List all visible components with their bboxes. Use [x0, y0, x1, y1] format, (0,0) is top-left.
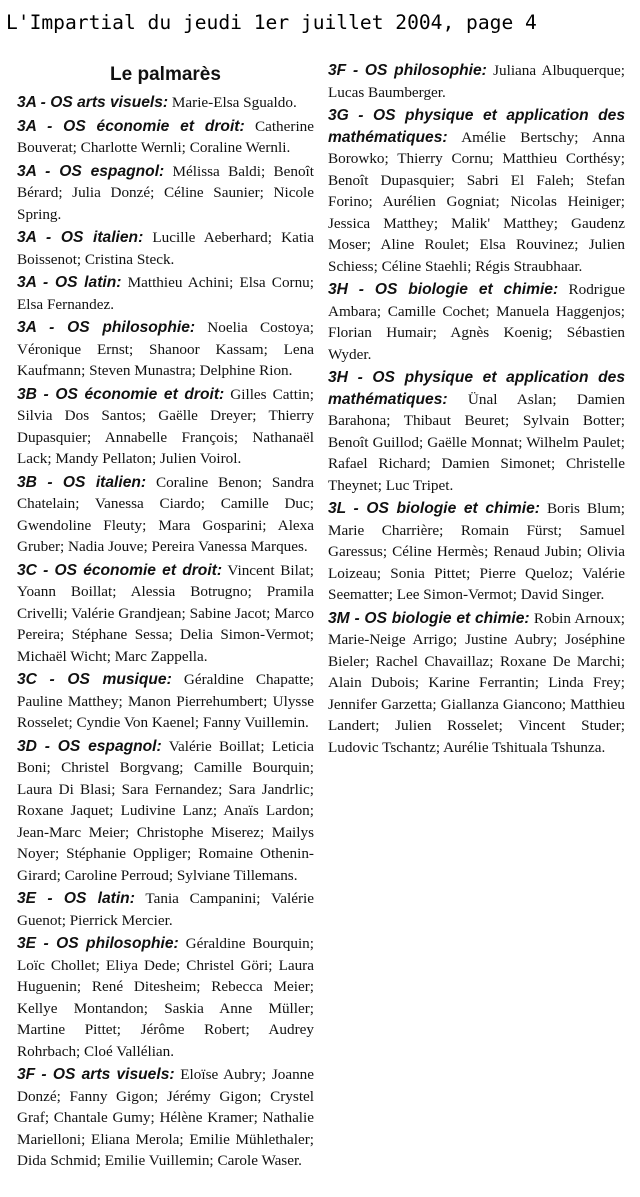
class-label: 3A - OS italien:: [17, 229, 144, 246]
student-names: Mélissa Baldi; Benoît Bérard; Julia Donzé; Céline Saunier; Nicole Spring.: [17, 162, 314, 223]
student-names: Géraldine Bourquin; Loïc Chollet; Eliya Dede; Christel Göri; Laura Huguenin; René Ditesheim; Rebecca Meier; Kellye Montandon; Saskia Anne Müller; Martine Pittet; Jérôme Robert; Audrey Rohrbach; Cloé Vallélian.: [17, 935, 314, 1060]
class-label: 3C - OS musique:: [17, 671, 172, 688]
student-names: Juliana Albuquerque; Lucas Baumberger.: [328, 62, 625, 101]
student-names: Tania Campanini; Valérie Guenot; Pierrick Mercier.: [17, 890, 314, 929]
student-names: Gilles Cattin; Silvia Dos Santos; Gaëlle Dreyer; Thierry Dupasquier; Annabelle François; Nathanaël Lack; Mandy Pellaton; Julien Voirol.: [17, 385, 314, 467]
student-names: Rodrigue Ambara; Camille Cochet; Manuela Haggenjos; Florian Humair; Agnès Koenig; Sébastien Wyder.: [328, 281, 625, 363]
list-item: [17, 272, 314, 315]
class-label: 3G - OS physique et application des mathématiques:: [328, 107, 625, 146]
student-names: Catherine Bouverat; Charlotte Wernli; Coraline Wernli.: [17, 117, 315, 156]
student-names: Coraline Benon; Sandra Chatelain; Vanessa Ciardo; Camille Duc; Gwendoline Fleuty; Mara Gosparini; Alexa Gruber; Nadia Jouve; Pereira Vanessa Marques.: [17, 473, 315, 555]
list-item: [17, 92, 314, 114]
list-item: [17, 736, 314, 887]
article-body: [17, 60, 625, 1192]
list-item: [17, 933, 314, 1062]
student-names: Vincent Bilat; Yoann Boillat; Alessia Botrugno; Pramila Crivelli; Valérie Grandjean; Sabine Jacot; Marco Pereira; Stéphane Sessa; Delia Simon-Vermot; Michaël Wicht; Marc Zappella.: [17, 561, 314, 665]
class-label: 3B - OS économie et droit:: [17, 385, 225, 403]
article-title: Le palmarès: [110, 64, 221, 85]
student-names: Lucille Aeberhard; Katia Boissenot; Cristina Steck.: [17, 229, 314, 268]
class-label: 3A - OS philosophie:: [17, 319, 196, 336]
class-label: 3A - OS latin:: [17, 274, 122, 291]
student-names: Marie-Elsa Sgualdo.: [171, 94, 297, 111]
list-item: [328, 608, 625, 759]
list-item: [328, 60, 625, 103]
student-names: Valérie Boillat; Leticia Boni; Christel Borgvang; Camille Bourquin; Laura Di Blasi; Sara Fernandez; Sara Jandrlic; Roxane Jaquet; Ludivine Lanz; Anaïs Lardon; Jean-Marc Meier; Christophe Miserez; Mailys Noyer; Stéphanie Oppliger; Romaine Othenin-Girard; Caroline Perroud; Sylviane Tillemans.: [17, 737, 314, 884]
class-label: 3H - OS physique et application des mathématiques:: [328, 369, 625, 408]
student-names: Robin Arnoux; Marie-Neige Arrigo; Justine Aubry; Joséphine Bieler; Rachel Chavaillaz; Roxane De Marchi; Alain Dubois; Karine Ferrantin; Linda Frey; Jennifer Garzetta; Giallanza Giancono; Matthieu Landert; Julien Rosselet; Vincent Studer; Ludovic Tschantz; Aurélie Tshituala Tshunza.: [328, 609, 626, 756]
class-label: 3C - OS économie et droit:: [17, 561, 223, 579]
list-item: [17, 227, 314, 270]
list-item: [17, 472, 314, 558]
list-item: [328, 367, 625, 496]
list-item: [328, 498, 625, 606]
student-names: Noelia Costoya; Véronique Ernst; Shanoor Kassam; Lena Kaufmann; Steven Munastra; Delphine Rion.: [17, 319, 315, 379]
student-names: Ünal Aslan; Damien Barahona; Thibaut Beuret; Sylvain Botter; Benoît Guillod; Gaëlle Monnat; Wilhelm Paulet; Rafael Richard; Damien Simonet; Christelle Theynet; Luc Tripet.: [328, 390, 625, 494]
class-label: 3B - OS italien:: [17, 473, 147, 491]
student-names: Géraldine Chapatte; Pauline Matthey; Manon Pierrehumbert; Ulysse Rosselet; Cyndie Von Kaenel; Fanny Vuillemin.: [17, 671, 315, 731]
class-label: 3E - OS philosophie:: [17, 935, 179, 952]
class-label: 3D - OS espagnol:: [17, 737, 162, 755]
class-label: 3F - OS arts visuels:: [17, 1066, 175, 1083]
class-label: 3F - OS philosophie:: [328, 62, 487, 79]
student-names: Boris Blum; Marie Charrière; Romain Fürst; Samuel Garessus; Céline Hermès; Renaud Jubin; Olivia Loizeau; Sonia Pittet; Pierre Queloz; Valérie Seematter; Lee Simon-Vermot; David Singer.: [328, 500, 626, 603]
list-item: [328, 279, 625, 365]
list-item: [17, 669, 314, 734]
student-names: Matthieu Achini; Elsa Cornu; Elsa Fernandez.: [17, 274, 314, 313]
class-label: 3A - OS arts visuels:: [17, 94, 169, 111]
class-label: 3H - OS biologie et chimie:: [328, 281, 559, 298]
list-item: [17, 1064, 314, 1172]
class-label: 3A - OS espagnol:: [17, 162, 165, 180]
list-item: [17, 560, 314, 668]
list-item: [17, 888, 314, 931]
list-item: [17, 384, 314, 470]
student-names: Eloïse Aubry; Joanne Donzé; Fanny Gigon; Jérémy Gigon; Crystel Graf; Chantale Gumy; Hélène Kramer; Nathalie Marielloni; Eliana Merola; Emilie Mühlethaler; Dida Schmid; Emilie Vuillemin; Carole Waser.: [17, 1066, 314, 1169]
class-label: 3A - OS économie et droit:: [17, 117, 245, 135]
list-item: [17, 161, 314, 226]
list-item: [328, 105, 625, 277]
class-label: 3E - OS latin:: [17, 890, 135, 907]
list-item: [17, 116, 314, 159]
page-header: L'Impartial du jeudi 1er juillet 2004, page 4: [6, 11, 537, 34]
student-names: Amélie Bertschy; Anna Borowko; Thierry Cornu; Matthieu Corthésy; Benoît Dupasquier; Sabri El Faleh; Stefan Forino; Aurélien Gogniat; Nicolas Heiniger; Jessica Matthey; Malik' Matthey; Gaudenz Moser; Aline Roulet; Elsa Rouvinez; Julien Schiess; Céline Staehli; Régis Straubhaar.: [328, 128, 625, 275]
class-label: 3M - OS biologie et chimie:: [328, 609, 530, 627]
class-label: 3L - OS biologie et chimie:: [328, 500, 540, 517]
list-item: [17, 317, 314, 382]
